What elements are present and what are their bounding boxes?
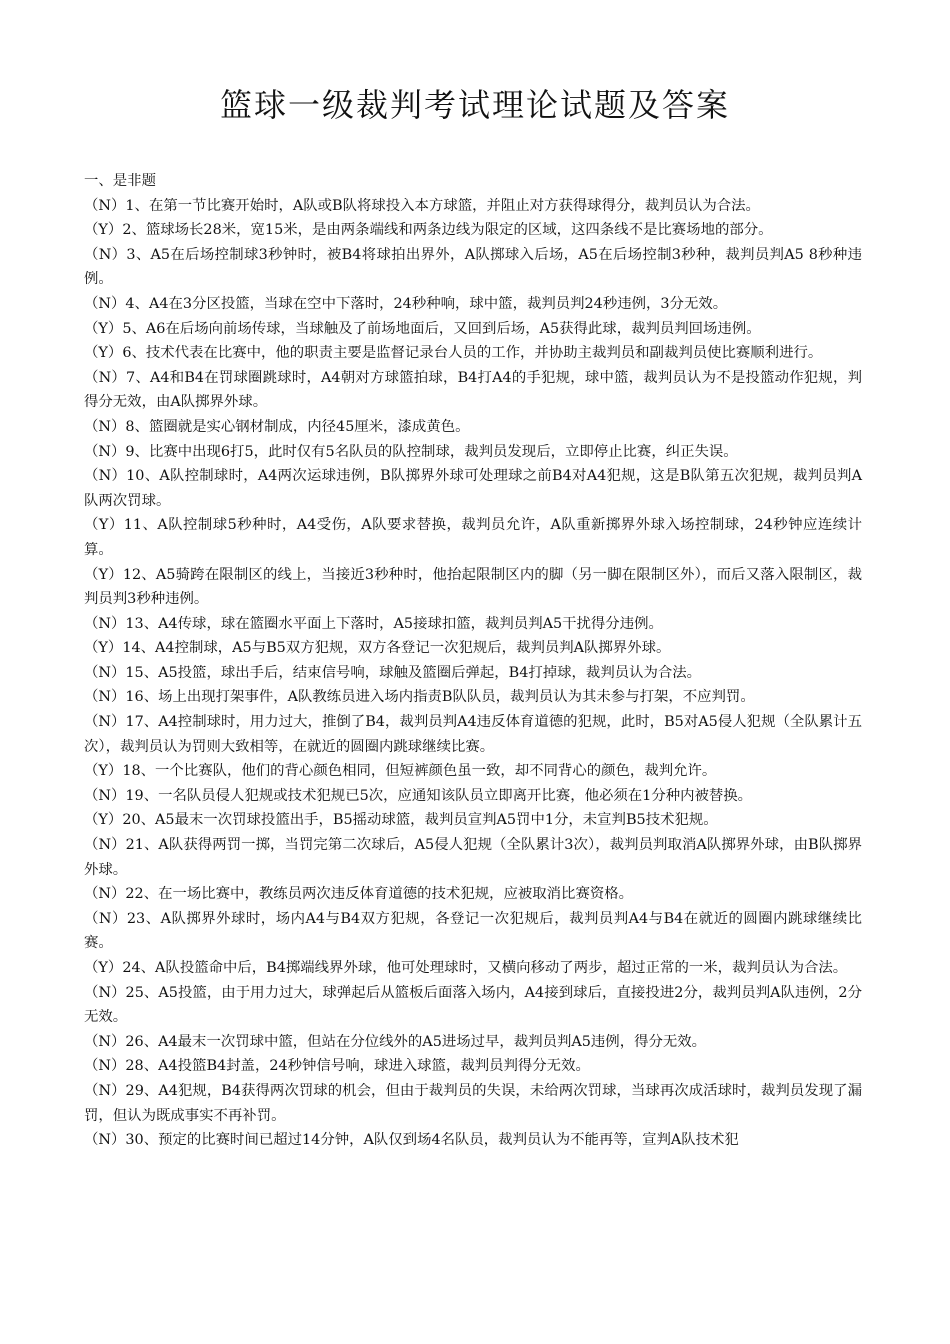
section-heading: 一、是非题 xyxy=(84,173,156,189)
answer-mark: （ N ） xyxy=(84,296,125,312)
question-text: 17、A4控制球时，用力过大，推倒了B4，裁判员判A4违反体育道德的犯规，此时，B5对A5侵人犯规（全队累计五次），裁判员认为罚则大致相等，在就近的圆圈内跳球继续比赛。 xyxy=(84,714,862,755)
question-text: 6、技术代表在比赛中，他的职责主要是监督记录台人员的工作，并协助主裁判员和副裁判员使比赛顺利进行。 xyxy=(122,345,823,362)
question-item xyxy=(84,341,862,366)
answer-mark: （ N ） xyxy=(84,665,125,681)
question-text: 3、A5在后场控制球3秒钟时，被B4将球拍出界外，A队掷球入后场，A5在后场控制3秒种，裁判员判A5 8秒种违例。 xyxy=(84,246,862,288)
question-text: 24、A队投篮命中后，B4掷端线界外球，他可处理球时，又横向移动了两步，超过正常的一米，裁判员认为合法。 xyxy=(122,960,848,976)
question-item xyxy=(84,218,862,243)
question-item xyxy=(84,661,862,686)
question-item xyxy=(84,440,862,465)
question-text: 11、A队控制球5秒种时，A4受伤，A队要求替换，裁判员允许，A队重新掷界外球入场控制球，24秒钟应连续计算。 xyxy=(84,517,862,558)
question-text: 29、A4犯规，B4获得两次罚球的机会，但由于裁判员的失误，未给两次罚球，当球再次成活球时，裁判员发现了漏罚，但认为既成事实不再补罚。 xyxy=(84,1082,862,1124)
question-text: 30、预定的比赛时间已超过14分钟，A队仅到场4名队员，裁判员认为不能再等，宣判A队技术犯 xyxy=(125,1132,739,1149)
question-item xyxy=(84,464,862,513)
question-item xyxy=(84,1079,862,1128)
question-text: 7、A4和B4在罚球圈跳球时，A4朝对方球篮拍球，B4打A4的手犯规，球中篮，裁判员认为不是投篮动作犯规，判得分无效，由A队掷界外球。 xyxy=(84,369,862,411)
answer-mark: （ N ） xyxy=(84,788,125,804)
question-text: 2、篮球场长28米，宽15米，是由两条端线和两条边线为限定的区域，这四条线不是比赛场地的部分。 xyxy=(122,222,773,239)
answer-mark: （ N ） xyxy=(84,714,125,730)
question-item xyxy=(84,759,862,784)
question-text: 5、A6在后场向前场传球，当球触及了前场地面后，又回到后场，A5获得此球，裁判员判回场违例。 xyxy=(122,320,761,337)
question-text: 16、场上出现打架事件，A队教练员进入场内指责B队队员，裁判员认为其未参与打架，不应判罚。 xyxy=(125,689,755,706)
question-text: 4、A4在3分区投篮，当球在空中下落时，24秒种响，球中篮，裁判员判24秒违例，3分无效。 xyxy=(125,295,728,312)
question-text: 23、A队掷界外球时，场内A4与B4双方犯规，各登记一次犯规后，裁判员判A4与B4在就近的圆圈内跳球继续比赛。 xyxy=(84,910,862,952)
answer-mark: （ N ） xyxy=(84,1132,125,1148)
question-text: 26、A4最末一次罚球中篮，但站在分位线外的A5进场过早，裁判员判A5违例，得分无效。 xyxy=(125,1033,707,1050)
question-item xyxy=(84,243,862,292)
question-item xyxy=(84,366,862,415)
question-item xyxy=(84,612,862,637)
answer-mark: （ N ） xyxy=(84,1034,125,1050)
question-text: 15、A5投篮，球出手后，结束信号响，球触及篮圈后弹起，B4打掉球，裁判员认为合法。 xyxy=(125,664,702,681)
answer-mark: （ Y ） xyxy=(84,222,122,238)
answer-mark: （ N ） xyxy=(84,468,126,484)
question-item xyxy=(84,1128,862,1153)
question-list xyxy=(84,194,862,1153)
question-text: 12、A5骑跨在限制区的线上，当接近3秒种时，他抬起限制区内的脚（另一脚在限制区外），而后又落入限制区，裁判员判3秒种违例。 xyxy=(84,566,862,608)
question-item xyxy=(84,833,862,882)
answer-mark: （ Y ） xyxy=(84,321,122,337)
answer-mark: （ N ） xyxy=(84,911,127,927)
question-text: 21、A队获得两罚一掷，当罚完第二次球后，A5侵人犯规（全队累计3次），裁判员判取消A队掷界外球，由B队掷界外球。 xyxy=(84,837,862,878)
answer-mark: （ Y ） xyxy=(84,960,122,976)
answer-mark: （ N ） xyxy=(84,985,126,1001)
answer-mark: （ N ） xyxy=(84,247,126,263)
question-item xyxy=(84,685,862,710)
answer-mark: （ N ） xyxy=(84,616,125,632)
question-item xyxy=(84,636,862,661)
question-text: 1、在第一节比赛开始时，A队或B队将球投入本方球篮，并阻止对方获得球得分，裁判员认为合法。 xyxy=(125,197,760,214)
answer-mark: （ N ） xyxy=(84,837,126,853)
question-text: 14、A4控制球，A5与B5双方犯规，双方各登记一次犯规后，裁判员判A队掷界外球。 xyxy=(122,640,671,657)
answer-mark: （ N ） xyxy=(84,1083,126,1099)
answer-mark: （ N ） xyxy=(84,689,125,705)
answer-mark: （ N ） xyxy=(84,370,126,386)
answer-mark: （ Y ） xyxy=(84,567,123,583)
question-item xyxy=(84,1030,862,1055)
answer-mark: （ Y ） xyxy=(84,812,122,828)
question-item xyxy=(84,907,862,956)
answer-mark: （ Y ） xyxy=(84,763,122,779)
question-item xyxy=(84,513,862,562)
question-item xyxy=(84,808,862,833)
question-item xyxy=(84,194,862,219)
question-text: 19、一名队员侵人犯规或技术犯规已5次，应通知该队员立即离开比赛，他必须在1分种内被替换。 xyxy=(125,787,753,804)
document-body xyxy=(84,169,862,1153)
answer-mark: （ Y ） xyxy=(84,640,122,656)
question-text: 18、一个比赛队，他们的背心颜色相同，但短裤颜色虽一致，却不同背心的颜色，裁判允许。 xyxy=(122,763,717,780)
question-text: 20、A5最末一次罚球投篮出手，B5摇动球篮，裁判员宣判A5罚中1分，未宣判B5技术犯规。 xyxy=(122,812,718,829)
question-text: 8、篮圈就是实心钢材制成，内径45厘米，漆成黄色。 xyxy=(125,418,470,435)
answer-mark: （ N ） xyxy=(84,198,125,214)
question-text: 25、A5投篮，由于用力过大，球弹起后从篮板后面落入场内，A4接到球后，直接投进2分，裁判员判A队违例，2分无效。 xyxy=(84,984,862,1026)
question-item xyxy=(84,563,862,612)
question-text: 28、A4投篮B4封盖，24秒钟信号响，球进入球篮，裁判员判得分无效。 xyxy=(125,1058,590,1075)
question-text: 9、比赛中出现6打5，此时仅有5名队员的队控制球，裁判员发现后，立即停止比赛，纠正失误。 xyxy=(125,443,738,460)
page-title: 篮球一级裁判考试理论试题及答案 xyxy=(219,86,730,124)
question-item xyxy=(84,784,862,809)
question-item xyxy=(84,882,862,907)
answer-mark: （ N ） xyxy=(84,886,125,902)
answer-mark: （ N ） xyxy=(84,1058,125,1074)
question-item xyxy=(84,292,862,317)
question-text: 13、A4传球，球在篮圈水平面上下落时，A5接球扣篮，裁判员判A5干扰得分违例。 xyxy=(125,615,663,632)
question-item xyxy=(84,956,862,981)
question-item xyxy=(84,710,862,759)
question-text: 10、A队控制球时，A4两次运球违例，B队掷界外球可处理球之前B4对A4犯规，这是B队第五次犯规，裁判员判A队两次罚球。 xyxy=(84,468,862,509)
question-item xyxy=(84,415,862,440)
question-text: 22、在一场比赛中，教练员两次违反体育道德的技术犯规，应被取消比赛资格。 xyxy=(125,886,634,903)
answer-mark: （ Y ） xyxy=(84,517,124,533)
question-item xyxy=(84,317,862,342)
question-item xyxy=(84,1054,862,1079)
answer-mark: （ N ） xyxy=(84,444,125,460)
answer-mark: （ Y ） xyxy=(84,345,122,361)
question-item xyxy=(84,981,862,1030)
answer-mark: （ N ） xyxy=(84,419,125,435)
